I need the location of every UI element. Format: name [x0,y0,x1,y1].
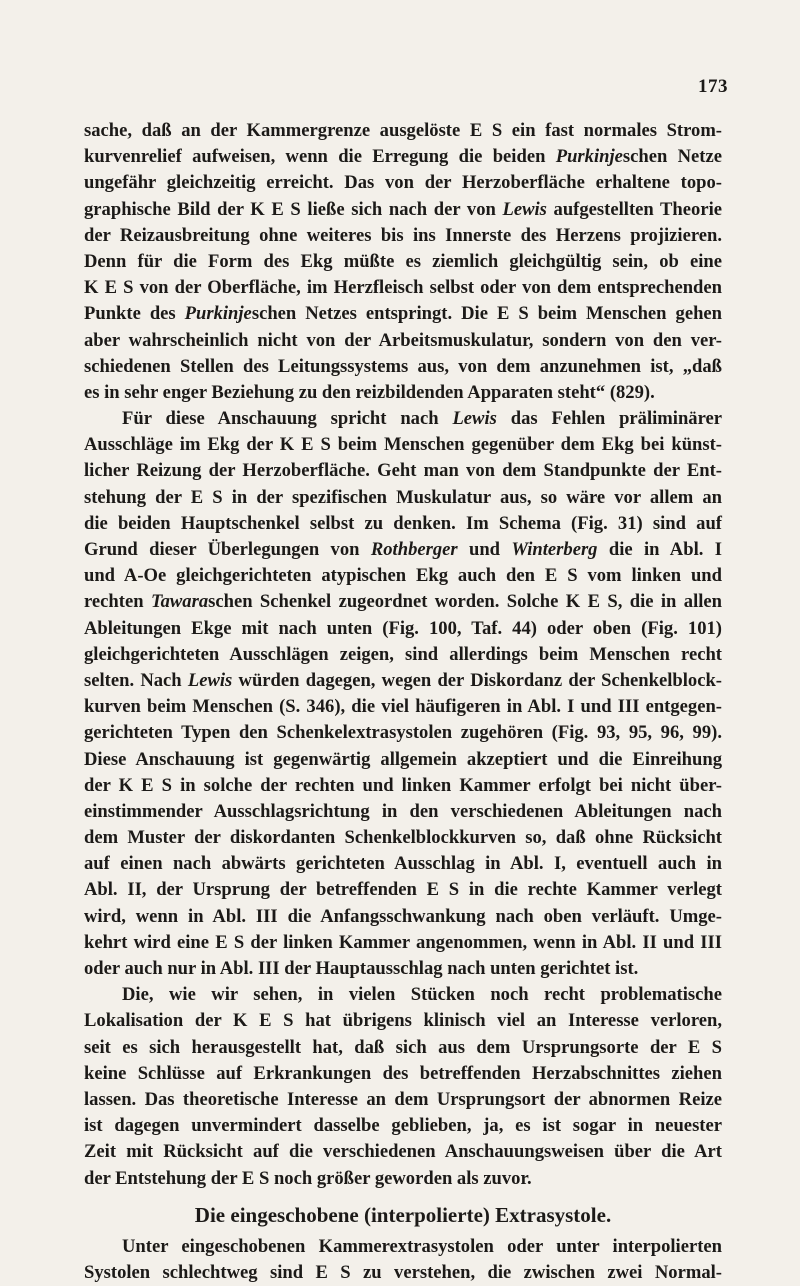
text-line: wird, wenn in Abl. III die Anfangsschwankung nach oben verläuft. Umge- [84,905,722,927]
text-line: aber wahrscheinlich nicht von der Arbeitsmuskulatur, sondern von den ver- [84,329,722,351]
section-paragraph [84,1234,722,1286]
section-heading: Die eingeschobene (interpolierte) Extrasystole. [194,1202,612,1227]
text-line: rechten Tawaraschen Schenkel zugeordnet worden. Solche K E S, die in allen [84,591,722,613]
text-line: kurven beim Menschen (S. 346), die viel häufigeren in Abl. I und III entgegen- [84,696,722,718]
text-line: licher Reizung der Herzoberfläche. Geht man von dem Standpunkte der Ent- [84,460,722,482]
text-line: Ableitungen Ekge mit nach unten (Fig. 100, Taf. 44) oder oben (Fig. 101) [84,617,722,639]
text-line: Denn für die Form des Ekg müßte es ziemlich gleichgültig sein, ob eine [84,250,722,272]
text-line: es in sehr enger Beziehung zu den reizbildenden Apparaten steht“ (829). [84,381,655,403]
text-line: der Entstehung der E S noch größer geworden als zuvor. [84,1167,532,1189]
text-line: Systolen schlechtweg sind E S zu verstehen, die zwischen zwei Normal- [84,1261,722,1283]
page-number: 173 [698,76,728,97]
text-line: Zeit mit Rücksicht auf die verschiedenen Anschauungsweisen über die Art [84,1141,722,1163]
text-line: stehung der E S in der spezifischen Muskulatur aus, so wäre vor allem an [84,486,722,508]
text-line: Für diese Anschauung spricht nach Lewis das Fehlen präliminärer [122,408,723,430]
text-line: graphische Bild der K E S ließe sich nach der von Lewis aufgestellten Theorie [84,198,722,220]
text-line: Grund dieser Überlegungen von Rothberger und Winterberg die in Abl. I [84,539,722,560]
text-line: auf einen nach abwärts gerichteten Ausschlag in Abl. I, eventuell auch in [84,853,722,875]
text-line: Lokalisation der K E S hat übrigens klinisch viel an Interesse verloren, [84,1010,722,1032]
text-line: Punkte des Purkinjeschen Netzes entspringt. Die E S beim Menschen gehen [84,303,723,325]
text-line: kehrt wird eine E S der linken Kammer angenommen, wenn in Abl. II und III [84,931,722,953]
text-line: Die, wie wir sehen, in vielen Stücken noch recht problematische [122,984,722,1006]
text-line: gleichgerichteten Ausschlägen zeigen, sind allerdings beim Menschen recht [84,643,722,665]
text-line: oder auch nur in Abl. III der Hauptausschlag nach unten gerichtet ist. [84,958,639,979]
text-line: K E S von der Oberfläche, im Herzfleisch selbst oder von dem entsprechenden [84,277,722,299]
text-line: der K E S in solche der rechten und linken Kammer erfolgt bei nicht über- [84,774,722,796]
text-line: dem Muster der diskordanten Schenkelblockkurven so, daß ohne Rücksicht [84,827,722,849]
text-line: sache, daß an der Kammergrenze ausgelöste E S ein fast normales Strom- [84,120,722,141]
body-text [84,118,722,1286]
text-line: seit es sich herausgestellt hat, daß sich aus dem Ursprungsorte der E S [84,1036,722,1058]
text-line: keine Schlüsse auf Erkrankungen des betreffenden Herzabschnittes ziehen [84,1062,722,1084]
text-line: Ausschläge im Ekg der K E S beim Menschen gegenüber dem Ekg bei künst- [84,434,722,456]
text-line: der Reizausbreitung ohne weiteres bis ins Innerste des Herzens projizieren. [84,224,722,246]
text-line: ist dagegen unvermindert dasselbe geblieben, ja, es ist sogar in neuester [84,1115,722,1137]
text-line: ungefähr gleichzeitig erreicht. Das von der Herzoberfläche erhaltene topo- [84,172,722,194]
text-line: einstimmender Ausschlagsrichtung in den verschiedenen Ableitungen nach [84,800,722,822]
text-line: gerichteten Typen den Schenkelextrasystolen zugehören (Fig. 93, 95, 96, 99). [84,722,722,744]
text-line: Abl. II, der Ursprung der betreffenden E S in die rechte Kammer verlegt [84,879,722,901]
text-line: und A-Oe gleichgerichteten atypischen Ekg auch den E S vom linken und [84,565,722,587]
text-line: kurvenrelief aufweisen, wenn die Erregung die beiden Purkinjeschen Netze [84,146,722,168]
text-line: Unter eingeschobenen Kammerextrasystolen oder unter interpolierten [122,1235,722,1257]
text-line: die beiden Hauptschenkel selbst zu denken. Im Schema (Fig. 31) sind auf [84,512,722,534]
text-line: Diese Anschauung ist gegenwärtig allgemein akzeptiert und die Einreihung [84,748,722,770]
text-line: schiedenen Stellen des Leitungssystems aus, von dem anzunehmen ist, „daß [84,355,722,377]
main-paragraphs [84,118,722,1192]
text-line: lassen. Das theoretische Interesse an dem Ursprungsort der abnormen Reize [84,1088,722,1110]
text-line: selten. Nach Lewis würden dagegen, wegen der Diskordanz der Schenkelblock- [84,669,722,691]
